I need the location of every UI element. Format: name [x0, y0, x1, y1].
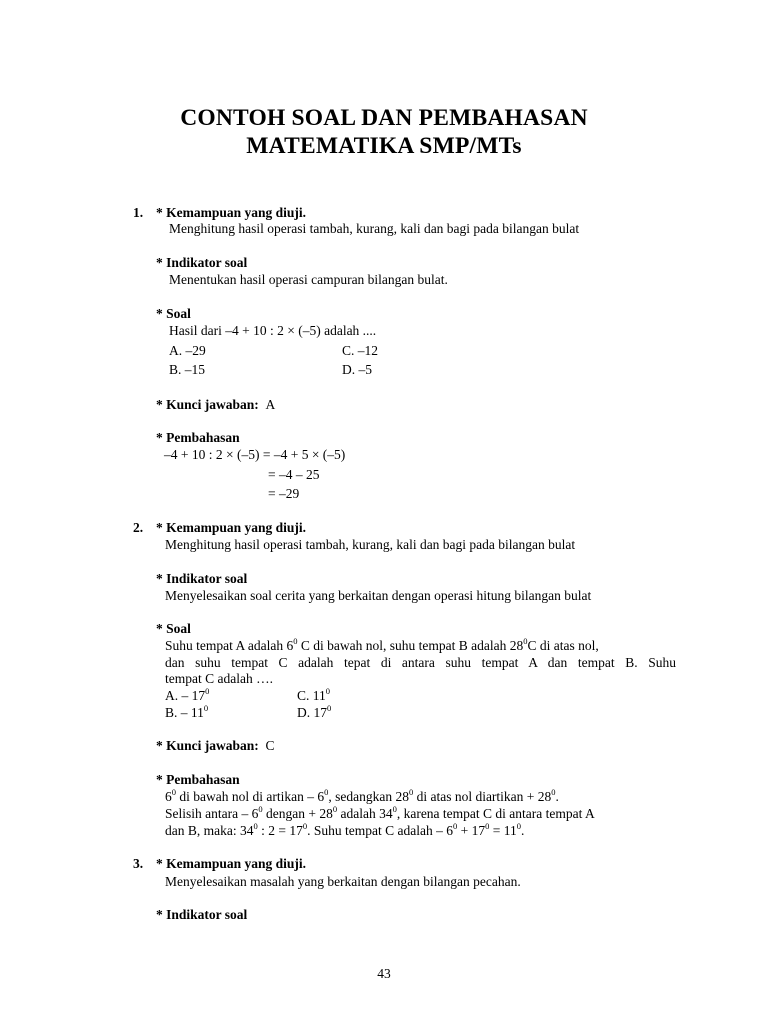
- q2-pembahasan-line-3: dan B, maka: $34^0$ : $2 = 17^0$. Suhu tempat C adalah – $6^0 + 17^0 = 11^0$.: [165, 821, 525, 838]
- q2-kemampuan-text: Menghitung hasil operasi tambah, kurang, kali dan bagi pada bilangan bulat: [165, 537, 576, 552]
- q2-indikator-text: Menyelesaikan soal cerita yang berkaitan dengan operasi hitung bilangan bulat: [165, 588, 592, 603]
- q1-pembahasan-line-2: = –4 – 25: [268, 467, 320, 482]
- q2-option-c: C. $11^0$: [297, 686, 331, 703]
- q3-kemampuan-label: * Kemampuan yang diuji.: [156, 856, 307, 871]
- page-title-line-2: MATEMATIKA SMP/MTs: [246, 133, 522, 159]
- q1-kemampuan-text: Menghitung hasil operasi tambah, kurang, kali dan bagi pada bilangan bulat: [169, 221, 580, 236]
- q2-pembahasan-label: * Pembahasan: [156, 772, 240, 787]
- q1-kunci-label: * Kunci jawaban:: [156, 397, 259, 412]
- q2-pembahasan-line-2: Selisih antara – $6^0$ dengan + $28^0$ adalah $34^0$, karena tempat C di antara tempat A: [165, 804, 595, 821]
- q1-option-d: D. –5: [342, 362, 372, 377]
- q2-kunci-label: * Kunci jawaban:: [156, 738, 259, 753]
- q2-kunci-value: C: [265, 738, 275, 753]
- q2-soal-line-2: dan suhu tempat C adalah tepat di antara suhu tempat A dan tempat B. Suhu: [165, 655, 676, 670]
- q2-number: 2.: [133, 520, 144, 535]
- q1-number: 1.: [133, 205, 144, 220]
- q1-kunci-value: A: [265, 397, 276, 412]
- q1-indikator-text: Menentukan hasil operasi campuran bilangan bulat.: [169, 272, 448, 287]
- q2-option-b: B. – $11^0$: [165, 703, 209, 720]
- q2-soal-line-3: tempat C adalah ….: [165, 671, 273, 686]
- q2-kunci: [156, 738, 275, 754]
- q3-indikator-label: * Indikator soal: [156, 907, 248, 922]
- q2-indikator-label: * Indikator soal: [156, 571, 248, 586]
- q1-kunci: [156, 397, 275, 413]
- q2-soal-line-1: Suhu tempat A adalah $6^0$ C di bawah nol, suhu tempat B adalah $28^0C$ di atas nol,: [165, 636, 599, 653]
- q1-option-a: A. –29: [169, 343, 206, 358]
- q1-kemampuan-label: * Kemampuan yang diuji.: [156, 205, 307, 220]
- q2-soal-label: * Soal: [156, 621, 191, 636]
- q1-indikator-label: * Indikator soal: [156, 255, 248, 270]
- q1-option-c: C. –12: [342, 343, 379, 358]
- q1-pembahasan-line-1: –4 + 10 : 2 × (–5) = –4 + 5 × (–5): [164, 447, 346, 462]
- q1-option-b: B. –15: [169, 362, 206, 377]
- q1-soal-text: Hasil dari –4 + 10 : 2 × (–5) adalah ....: [169, 323, 377, 338]
- q1-soal-label: * Soal: [156, 306, 191, 321]
- q1-pembahasan-line-3: = –29: [268, 486, 300, 501]
- q2-option-a: A. – $17^0$: [165, 686, 210, 703]
- q3-number: 3.: [133, 856, 144, 871]
- page-number: 43: [377, 966, 391, 981]
- q2-pembahasan-line-1: $6^0$ di bawah nol di artikan – $6^0$, sedangkan $28^0$ di atas nol diartikan + $28^0$.: [165, 787, 559, 804]
- q2-kemampuan-label: * Kemampuan yang diuji.: [156, 520, 307, 535]
- page-title-line-1: CONTOH SOAL DAN PEMBAHASAN: [180, 105, 588, 131]
- q3-kemampuan-text: Menyelesaikan masalah yang berkaitan dengan bilangan pecahan.: [165, 874, 521, 889]
- q1-pembahasan-label: * Pembahasan: [156, 430, 240, 445]
- q2-option-d: D. $17^0$: [297, 703, 332, 720]
